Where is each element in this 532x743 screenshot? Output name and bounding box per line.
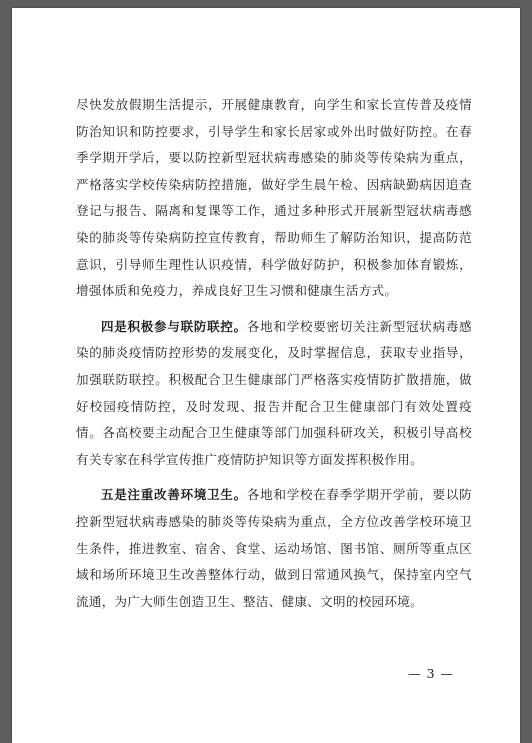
paragraph-3-text: 各地和学校在春季学期开学前，要以防控新型冠状病毒感染的肺炎等传染病为重点，全方位改善学校环境卫生条件，推进教室、宿舍、食堂、运动场馆、图书馆、厕所等重点区域和场所环境卫生改善整体行动，做到日常通风换气，保持室内空气流通，为广大师生创造卫生、整洁、健康、文明的校园环境。 [76,487,473,609]
paragraph-1 [76,92,472,305]
paragraph-2-heading: 四是积极参与联防联控。 [101,318,247,334]
page-number: — 3 — [408,666,454,681]
paragraph-2 [76,314,472,474]
paragraph-3 [76,482,472,615]
paragraph-1-text: 尽快发放假期生活提示，开展健康教育，向学生和家长宣传普及疫情防治知识和防控要求，引导学生和家长居家或外出时做好防控。在春季学期开学后，要以防控新型冠状病毒感染的肺炎等传染病为重点，严格落实学校传染病防控措施，做好学生晨午检、因病缺勤病因追查登记与报告、隔离和复课等工作，通过多种形式开展新型冠状病毒感染的肺炎等传染病防控宣传教育，帮助师生了解防治知识，提高防范意识，引导师生理性认识疫情，科学做好防护，积极参加体育锻炼，增强体质和免疫力，养成良好卫生习惯和健康生活方式。 [76,97,472,299]
paragraph-3-heading: 五是注重改善环境卫生。 [101,487,247,503]
document-page [12,8,520,743]
paragraph-2-text: 各地和学校要密切关注新型冠状病毒感染的肺炎疫情防控形势的发展变化，及时掌握信息，获取专业指导，加强联防联控。积极配合卫生健康部门严格落实疫情防扩散措施，做好校园疫情防控，及时发现、报告并配合卫生健康部门有效处置疫情。各高校要主动配合卫生健康等部门加强科研攻关，积极引导高校有关专家在科学宣传推广疫情防护知识等方面发挥积极作用。 [76,318,473,467]
document-body [76,92,472,624]
